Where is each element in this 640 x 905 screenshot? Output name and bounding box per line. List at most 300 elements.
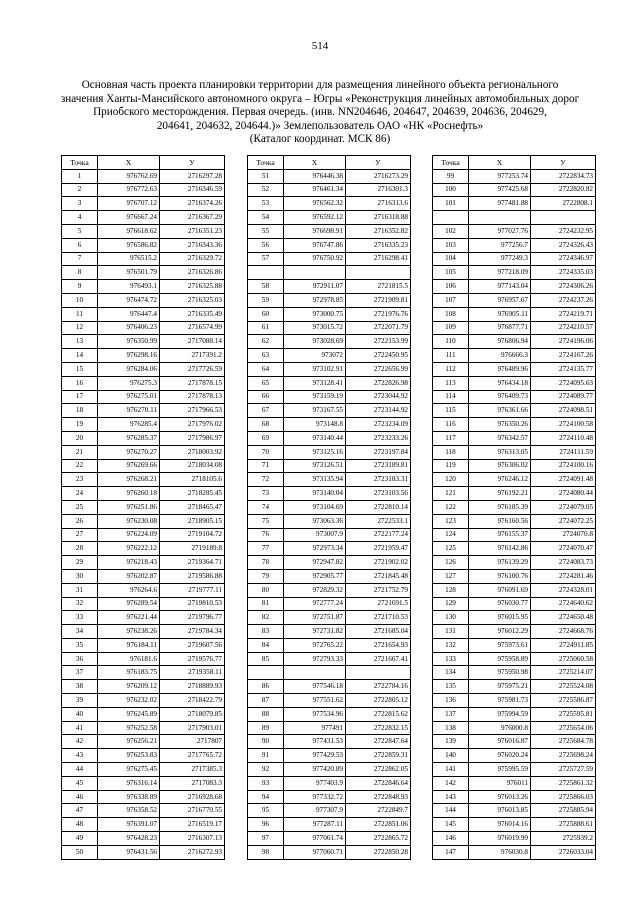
table-row (62, 680, 225, 694)
x-coordinate-cell: 972911.07 (284, 280, 346, 294)
point-number-cell: 123 (433, 514, 469, 528)
table-row (433, 307, 596, 321)
y-coordinate-cell: 2724167.26 (531, 349, 596, 363)
x-coordinate-cell: 973159.19 (284, 390, 346, 404)
x-coordinate-cell: 976245.89 (98, 707, 160, 721)
y-coordinate-cell: 2717807 (160, 735, 225, 749)
table-row (62, 197, 225, 211)
x-coordinate-cell: 976256.21 (98, 735, 160, 749)
y-coordinate-cell: 2716313.6 (346, 197, 411, 211)
y-coordinate-cell: 2717726.59 (160, 362, 225, 376)
point-number-cell: 31 (62, 583, 98, 597)
x-coordinate-cell: 975994.59 (469, 707, 531, 721)
y-coordinate-cell: 2719784.34 (160, 625, 225, 639)
y-coordinate-cell: 2719364.71 (160, 556, 225, 570)
y-coordinate-cell: 2724281.46 (531, 569, 596, 583)
table-row (433, 321, 596, 335)
x-coordinate-cell: 977027.76 (469, 224, 531, 238)
table-row (433, 583, 596, 597)
y-coordinate-cell: 2724079.05 (531, 500, 596, 514)
point-number-cell: 98 (248, 845, 284, 859)
x-coordinate-cell: 976275.3 (98, 376, 160, 390)
table-row-blank (433, 211, 596, 225)
x-coordinate-cell: 972765.22 (284, 638, 346, 652)
table-row (62, 431, 225, 445)
table-row (433, 597, 596, 611)
table-row (62, 169, 225, 183)
table-row (62, 418, 225, 432)
x-coordinate-cell: 977253.74 (469, 169, 531, 183)
x-coordinate-cell: 976091.69 (469, 583, 531, 597)
y-coordinate-cell: 2725885.94 (531, 804, 596, 818)
y-coordinate-cell: 2725595.81 (531, 707, 596, 721)
x-coordinate-cell: 972829.32 (284, 583, 346, 597)
y-coordinate-cell: 2724668.76 (531, 625, 596, 639)
y-coordinate-cell: 2719358.11 (160, 666, 225, 680)
table-row (62, 238, 225, 252)
point-number-cell: 93 (248, 776, 284, 790)
x-coordinate-cell: 976252.58 (98, 721, 160, 735)
table-row (433, 625, 596, 639)
table-row (62, 362, 225, 376)
point-number-cell: 58 (248, 280, 284, 294)
table-row (433, 680, 596, 694)
x-coordinate-cell: 973125.16 (284, 445, 346, 459)
table-row (62, 832, 225, 846)
point-number-cell: 39 (62, 694, 98, 708)
point-number-cell: 88 (248, 707, 284, 721)
table-row (433, 832, 596, 846)
header-point: Точка (433, 156, 469, 170)
table-row (248, 445, 411, 459)
y-coordinate-cell: 2722850.28 (346, 845, 411, 859)
x-coordinate-cell: 973104.69 (284, 500, 346, 514)
y-coordinate-cell: 2716374.26 (160, 197, 225, 211)
x-coordinate-cell: 976275.01 (98, 390, 160, 404)
point-number-cell: 94 (248, 790, 284, 804)
point-number-cell: 56 (248, 238, 284, 252)
table-row (62, 307, 225, 321)
x-coordinate-cell: 976202.87 (98, 569, 160, 583)
y-coordinate-cell: 2724650.48 (531, 611, 596, 625)
table-row (433, 569, 596, 583)
point-number-cell: 45 (62, 776, 98, 790)
x-coordinate-cell: 973000.75 (284, 307, 346, 321)
table-row (62, 694, 225, 708)
point-number-cell: 49 (62, 832, 98, 846)
y-coordinate-cell: 2721710.53 (346, 611, 411, 625)
x-coordinate-cell: 976139.29 (469, 556, 531, 570)
coordinate-table-3 (432, 155, 596, 860)
header-x: X (469, 156, 531, 170)
x-coordinate-cell: 976030.8 (469, 845, 531, 859)
point-number-cell: 140 (433, 749, 469, 763)
y-coordinate-cell: 2718105.6 (160, 473, 225, 487)
y-coordinate-cell: 2722656.99 (346, 362, 411, 376)
table-row (433, 183, 596, 197)
point-number-cell: 82 (248, 611, 284, 625)
table-row (248, 804, 411, 818)
table-row (62, 487, 225, 501)
y-coordinate-cell: 2717878.13 (160, 390, 225, 404)
point-number-cell: 137 (433, 707, 469, 721)
x-coordinate-cell: 972777.24 (284, 597, 346, 611)
x-coordinate-cell: 976391.07 (98, 818, 160, 832)
point-number-cell: 40 (62, 707, 98, 721)
point-number-cell: 25 (62, 500, 98, 514)
x-coordinate-cell: 976747.86 (284, 238, 346, 252)
y-coordinate-cell: 2724100.16 (531, 459, 596, 473)
x-coordinate-cell: 977431.53 (284, 735, 346, 749)
y-coordinate-cell: 2725727.59 (531, 763, 596, 777)
point-number-cell: 87 (248, 694, 284, 708)
table-row (433, 390, 596, 404)
point-number-cell: 129 (433, 597, 469, 611)
x-coordinate-cell (284, 666, 346, 680)
x-coordinate-cell: 973140.44 (284, 431, 346, 445)
y-coordinate-cell: 2724306.26 (531, 280, 596, 294)
point-number-cell: 23 (62, 473, 98, 487)
x-coordinate-cell: 976285.37 (98, 431, 160, 445)
table-row (248, 735, 411, 749)
y-coordinate-cell: 2721654.93 (346, 638, 411, 652)
header-y: У (346, 156, 411, 170)
table-row (248, 335, 411, 349)
y-coordinate-cell: 2717966.53 (160, 404, 225, 418)
point-number-cell: 103 (433, 238, 469, 252)
point-number-cell: 65 (248, 376, 284, 390)
point-number-cell: 27 (62, 528, 98, 542)
x-coordinate-cell: 976224.09 (98, 528, 160, 542)
table-row (62, 845, 225, 859)
y-coordinate-cell: 2716272.93 (160, 845, 225, 859)
x-coordinate-cell: 977256.7 (469, 238, 531, 252)
point-number-cell: 70 (248, 445, 284, 459)
point-number-cell: 99 (433, 169, 469, 183)
point-number-cell: 119 (433, 459, 469, 473)
table-row (433, 845, 596, 859)
point-number-cell: 66 (248, 390, 284, 404)
point-number-cell: 142 (433, 776, 469, 790)
x-coordinate-cell: 976750.92 (284, 252, 346, 266)
x-coordinate-cell: 976232.02 (98, 694, 160, 708)
table-row (433, 776, 596, 790)
y-coordinate-cell: 2723044.92 (346, 390, 411, 404)
x-coordinate-cell: 975958.89 (469, 652, 531, 666)
table-row (248, 280, 411, 294)
x-coordinate-cell: 976586.82 (98, 238, 160, 252)
table-row (62, 611, 225, 625)
page-number: 514 (311, 40, 329, 52)
y-coordinate-cell: 2723189.81 (346, 459, 411, 473)
y-coordinate-cell: 2724091.48 (531, 473, 596, 487)
table-row (62, 335, 225, 349)
point-number-cell: 113 (433, 376, 469, 390)
y-coordinate-cell: 2719607.56 (160, 638, 225, 652)
x-coordinate-cell: 976306.02 (469, 459, 531, 473)
y-coordinate-cell: 2716325.88 (160, 280, 225, 294)
table-row (433, 445, 596, 459)
table-row (248, 238, 411, 252)
y-coordinate-cell: 2716367.29 (160, 211, 225, 225)
y-coordinate-cell: 2716519.17 (160, 818, 225, 832)
table-row (248, 376, 411, 390)
x-coordinate-cell: 976350.26 (469, 418, 531, 432)
x-coordinate-cell: 977534.96 (284, 707, 346, 721)
y-coordinate-cell: 2724089.77 (531, 390, 596, 404)
x-coordinate-cell: 976015.95 (469, 611, 531, 625)
point-number-cell: 2 (62, 183, 98, 197)
point-number-cell: 7 (62, 252, 98, 266)
point-number-cell: 126 (433, 556, 469, 570)
y-coordinate-cell: 2724640.62 (531, 597, 596, 611)
y-coordinate-cell: 2722815.62 (346, 707, 411, 721)
point-number-cell: 91 (248, 749, 284, 763)
point-number-cell: 101 (433, 197, 469, 211)
y-coordinate-cell: 2716335.23 (346, 238, 411, 252)
x-coordinate-cell: 972905.77 (284, 569, 346, 583)
x-coordinate-cell: 976474.72 (98, 293, 160, 307)
point-number-cell: 1 (62, 169, 98, 183)
y-coordinate-cell: 2724095.63 (531, 376, 596, 390)
y-coordinate-cell: 2721909.81 (346, 293, 411, 307)
y-coordinate-cell: 2718079.85 (160, 707, 225, 721)
y-coordinate-cell: 2724080.44 (531, 487, 596, 501)
point-number-cell: 133 (433, 652, 469, 666)
point-number-cell: 71 (248, 459, 284, 473)
point-number-cell: 117 (433, 431, 469, 445)
x-coordinate-cell: 973135.94 (284, 473, 346, 487)
x-coordinate-cell: 976012.29 (469, 625, 531, 639)
table-row (248, 321, 411, 335)
table-row (248, 625, 411, 639)
x-coordinate-cell: 976011 (469, 776, 531, 790)
y-coordinate-cell: 2716352.82 (346, 224, 411, 238)
coordinate-table-1 (61, 155, 225, 860)
table-row (62, 542, 225, 556)
point-number-cell: 130 (433, 611, 469, 625)
x-coordinate-cell: 972973.34 (284, 542, 346, 556)
table-row (248, 680, 411, 694)
table-row (248, 169, 411, 183)
x-coordinate-cell: 976592.12 (284, 211, 346, 225)
point-number-cell: 132 (433, 638, 469, 652)
x-coordinate-cell: 976350.99 (98, 335, 160, 349)
coordinate-table-2 (247, 155, 411, 860)
table-row (433, 252, 596, 266)
y-coordinate-cell: 2717088.14 (160, 335, 225, 349)
table-row (248, 556, 411, 570)
table-row (433, 611, 596, 625)
y-coordinate-cell: 2724070.47 (531, 542, 596, 556)
x-coordinate-cell: 976155.37 (469, 528, 531, 542)
x-coordinate-cell: 976313.05 (469, 445, 531, 459)
table-row (433, 431, 596, 445)
y-coordinate-cell: 2719576.77 (160, 652, 225, 666)
x-coordinate-cell: 976285.4 (98, 418, 160, 432)
point-number-cell: 112 (433, 362, 469, 376)
y-coordinate-cell: 2724237.26 (531, 293, 596, 307)
y-coordinate-cell: 2724335.03 (531, 266, 596, 280)
table-row (248, 707, 411, 721)
y-coordinate-cell: 2724210.57 (531, 321, 596, 335)
header-x: X (98, 156, 160, 170)
y-coordinate-cell: 2717391.2 (160, 349, 225, 363)
table-row (62, 514, 225, 528)
point-number-cell: 115 (433, 404, 469, 418)
y-coordinate-cell: 2717765.72 (160, 749, 225, 763)
x-coordinate-cell: 976361.66 (469, 404, 531, 418)
y-coordinate-cell: 2717083.3 (160, 776, 225, 790)
point-number-cell: 118 (433, 445, 469, 459)
y-coordinate-cell (346, 666, 411, 680)
point-number-cell: 60 (248, 307, 284, 321)
table-row (248, 473, 411, 487)
table-row (62, 666, 225, 680)
y-coordinate-cell: 2723183.31 (346, 473, 411, 487)
point-number-cell: 33 (62, 611, 98, 625)
point-number-cell: 81 (248, 597, 284, 611)
y-coordinate-cell: 2719104.72 (160, 528, 225, 542)
x-coordinate-cell: 972751.87 (284, 611, 346, 625)
table-row (433, 500, 596, 514)
y-coordinate-cell: 2717986.97 (160, 431, 225, 445)
y-coordinate-cell: 2722533.1 (346, 514, 411, 528)
table-row (248, 776, 411, 790)
y-coordinate-cell: 2716329.72 (160, 252, 225, 266)
x-coordinate-cell: 973102.91 (284, 362, 346, 376)
table-row (62, 763, 225, 777)
table-row (62, 569, 225, 583)
point-number-cell: 121 (433, 487, 469, 501)
x-coordinate-cell: 975975.21 (469, 680, 531, 694)
point-number-cell: 41 (62, 721, 98, 735)
table-row (62, 266, 225, 280)
point-number-cell: 84 (248, 638, 284, 652)
y-coordinate-cell: 2722810.14 (346, 500, 411, 514)
y-coordinate-cell: 2724196.06 (531, 335, 596, 349)
point-number-cell: 124 (433, 528, 469, 542)
x-coordinate-cell: 975950.98 (469, 666, 531, 680)
y-coordinate-cell: 2724911.85 (531, 638, 596, 652)
point-number-cell: 54 (248, 211, 284, 225)
table-row (62, 597, 225, 611)
table-row (248, 197, 411, 211)
x-coordinate-cell: 976338.89 (98, 790, 160, 804)
table-row (248, 638, 411, 652)
table-row (248, 597, 411, 611)
table-row (433, 638, 596, 652)
y-coordinate-cell: 2718003.92 (160, 445, 225, 459)
title-line-5: (Каталог координат. МСК 86) (249, 133, 391, 146)
x-coordinate-cell (284, 266, 346, 280)
point-number-cell: 102 (433, 224, 469, 238)
x-coordinate-cell: 976160.56 (469, 514, 531, 528)
y-coordinate-cell: 2716307.13 (160, 832, 225, 846)
y-coordinate-cell: 2725214.07 (531, 666, 596, 680)
x-coordinate-cell: 976284.06 (98, 362, 160, 376)
y-coordinate-cell (346, 266, 411, 280)
table-row (62, 749, 225, 763)
x-coordinate-cell: 976251.86 (98, 500, 160, 514)
y-coordinate-cell: 2724110.48 (531, 431, 596, 445)
x-coordinate-cell: 976238.26 (98, 625, 160, 639)
table-row (433, 404, 596, 418)
point-number-cell: 74 (248, 500, 284, 514)
y-coordinate-cell: 2722832.15 (346, 721, 411, 735)
table-row (248, 418, 411, 432)
point-number-cell: 108 (433, 307, 469, 321)
y-coordinate-cell: 2723197.84 (346, 445, 411, 459)
point-number-cell: 75 (248, 514, 284, 528)
point-number-cell: 79 (248, 569, 284, 583)
table-row (62, 183, 225, 197)
y-coordinate-cell: 2717385.3 (160, 763, 225, 777)
table-row-blank (248, 266, 411, 280)
y-coordinate-cell: 2721959.47 (346, 542, 411, 556)
header-point: Точка (62, 156, 98, 170)
header-x: X (284, 156, 346, 170)
table-row (433, 238, 596, 252)
x-coordinate-cell: 976268.21 (98, 473, 160, 487)
point-number-cell: 68 (248, 418, 284, 432)
x-coordinate-cell: 977551.62 (284, 694, 346, 708)
x-coordinate-cell: 976562.32 (284, 197, 346, 211)
point-number-cell: 89 (248, 721, 284, 735)
x-coordinate-cell: 976142.86 (469, 542, 531, 556)
x-coordinate-cell: 976431.56 (98, 845, 160, 859)
y-coordinate-cell: 2721815.5 (346, 280, 411, 294)
point-number-cell: 95 (248, 804, 284, 818)
y-coordinate-cell: 2725698.24 (531, 749, 596, 763)
table-row (248, 818, 411, 832)
point-number-cell: 26 (62, 514, 98, 528)
x-coordinate-cell: 976434.18 (469, 376, 531, 390)
x-coordinate-cell: 976698.91 (284, 224, 346, 238)
point-number-cell: 134 (433, 666, 469, 680)
y-coordinate-cell: 2718034.08 (160, 459, 225, 473)
table-row (248, 721, 411, 735)
y-coordinate-cell: 2722859.31 (346, 749, 411, 763)
x-coordinate-cell: 976877.71 (469, 321, 531, 335)
point-number-cell: 5 (62, 224, 98, 238)
point-number-cell: 136 (433, 694, 469, 708)
x-coordinate-cell: 976260.18 (98, 487, 160, 501)
x-coordinate-cell: 976016.87 (469, 735, 531, 749)
table-row (62, 583, 225, 597)
x-coordinate-cell: 972947.82 (284, 556, 346, 570)
y-coordinate-cell: 2716301.3 (346, 183, 411, 197)
point-number-cell: 17 (62, 390, 98, 404)
y-coordinate-cell: 2717878.15 (160, 376, 225, 390)
x-coordinate-cell: 973015.72 (284, 321, 346, 335)
title-line-4: 204641, 204632, 204644.)» Землепользователь ОАО «НК «Роснефть» (156, 119, 484, 132)
table-row (433, 487, 596, 501)
point-number-cell: 38 (62, 680, 98, 694)
x-coordinate-cell: 976030.77 (469, 597, 531, 611)
point-number-cell (248, 266, 284, 280)
y-coordinate-cell: 2724100.58 (531, 418, 596, 432)
x-coordinate-cell: 976019.99 (469, 832, 531, 846)
y-coordinate-cell: 2725060.58 (531, 652, 596, 666)
y-coordinate-cell: 2724072.25 (531, 514, 596, 528)
table-header-row (433, 156, 596, 170)
y-coordinate-cell: 2716343.36 (160, 238, 225, 252)
table-row (62, 776, 225, 790)
x-coordinate-cell: 976447.4 (98, 307, 160, 321)
x-coordinate-cell: 976358.52 (98, 804, 160, 818)
table-row (433, 197, 596, 211)
